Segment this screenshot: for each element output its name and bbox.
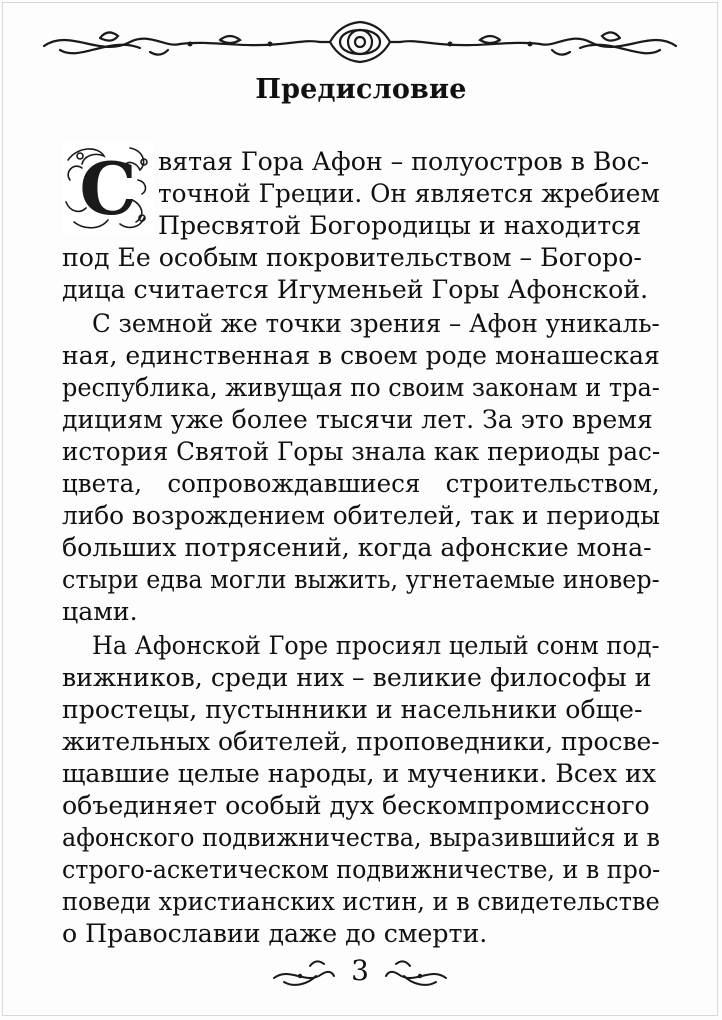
text-line: история Святой Горы знала как периоды рас- [62, 437, 661, 466]
text-line: щавшие целые народы, и мученики. Всех их [62, 759, 657, 788]
text-line: под Ее особым покровительством – Богоро- [62, 243, 642, 272]
text-line: стыри едва могли выжить, угнетаемые иновер- [62, 565, 660, 594]
text-line: цвета, сопровождавшиеся строительством, [62, 469, 660, 498]
text-line: С земной же точки зрения – Афон уникаль- [92, 309, 660, 338]
top-ornament-divider [40, 18, 680, 68]
text-line: афонского подвижничества, выразившийся и в [62, 823, 660, 852]
text-line: либо возрождением обителей, так и периоды [62, 501, 660, 530]
text-line: о Православии даже до смерти. [62, 919, 488, 948]
text-line: вижников, среди них – великие философы и [62, 663, 652, 692]
text-line: строго-аскетическом подвижничестве, и в про- [62, 855, 661, 884]
decorative-dropcap-letter [60, 140, 156, 236]
text-line: Пресвятой Богородицы и находится [158, 211, 642, 240]
text-line: больших потрясений, когда афонские мона- [62, 533, 652, 562]
page-number: 3 [351, 954, 369, 987]
text-line: На Афонской Горе просиял целый сонм под- [92, 631, 660, 660]
text-line: дициям уже более тысячи лет. За это время [62, 405, 653, 434]
text-line: точной Греции. Он является жребием [158, 179, 660, 208]
page-title: Предисловие [255, 74, 467, 105]
text-line: цами. [62, 597, 138, 626]
text-line: жительных обителей, проповедники, просве- [62, 727, 660, 756]
text-line: поведи христианских истин, и в свидетельстве [62, 887, 660, 916]
dropcap-letter: С [79, 146, 137, 231]
text-line: объединяет особый дух бескомпромиссного [62, 791, 650, 820]
text-line: дица считается Игуменьей Горы Афонской. [62, 275, 649, 304]
text-line: простецы, пустынники и насельники обще- [62, 695, 643, 724]
text-line: республика, живущая по своим законам и тра- [62, 373, 660, 402]
text-line: ная, единственная в своем роде монашеская [62, 341, 660, 370]
text-line: вятая Гора Афон – полуостров в Вос- [158, 147, 650, 176]
